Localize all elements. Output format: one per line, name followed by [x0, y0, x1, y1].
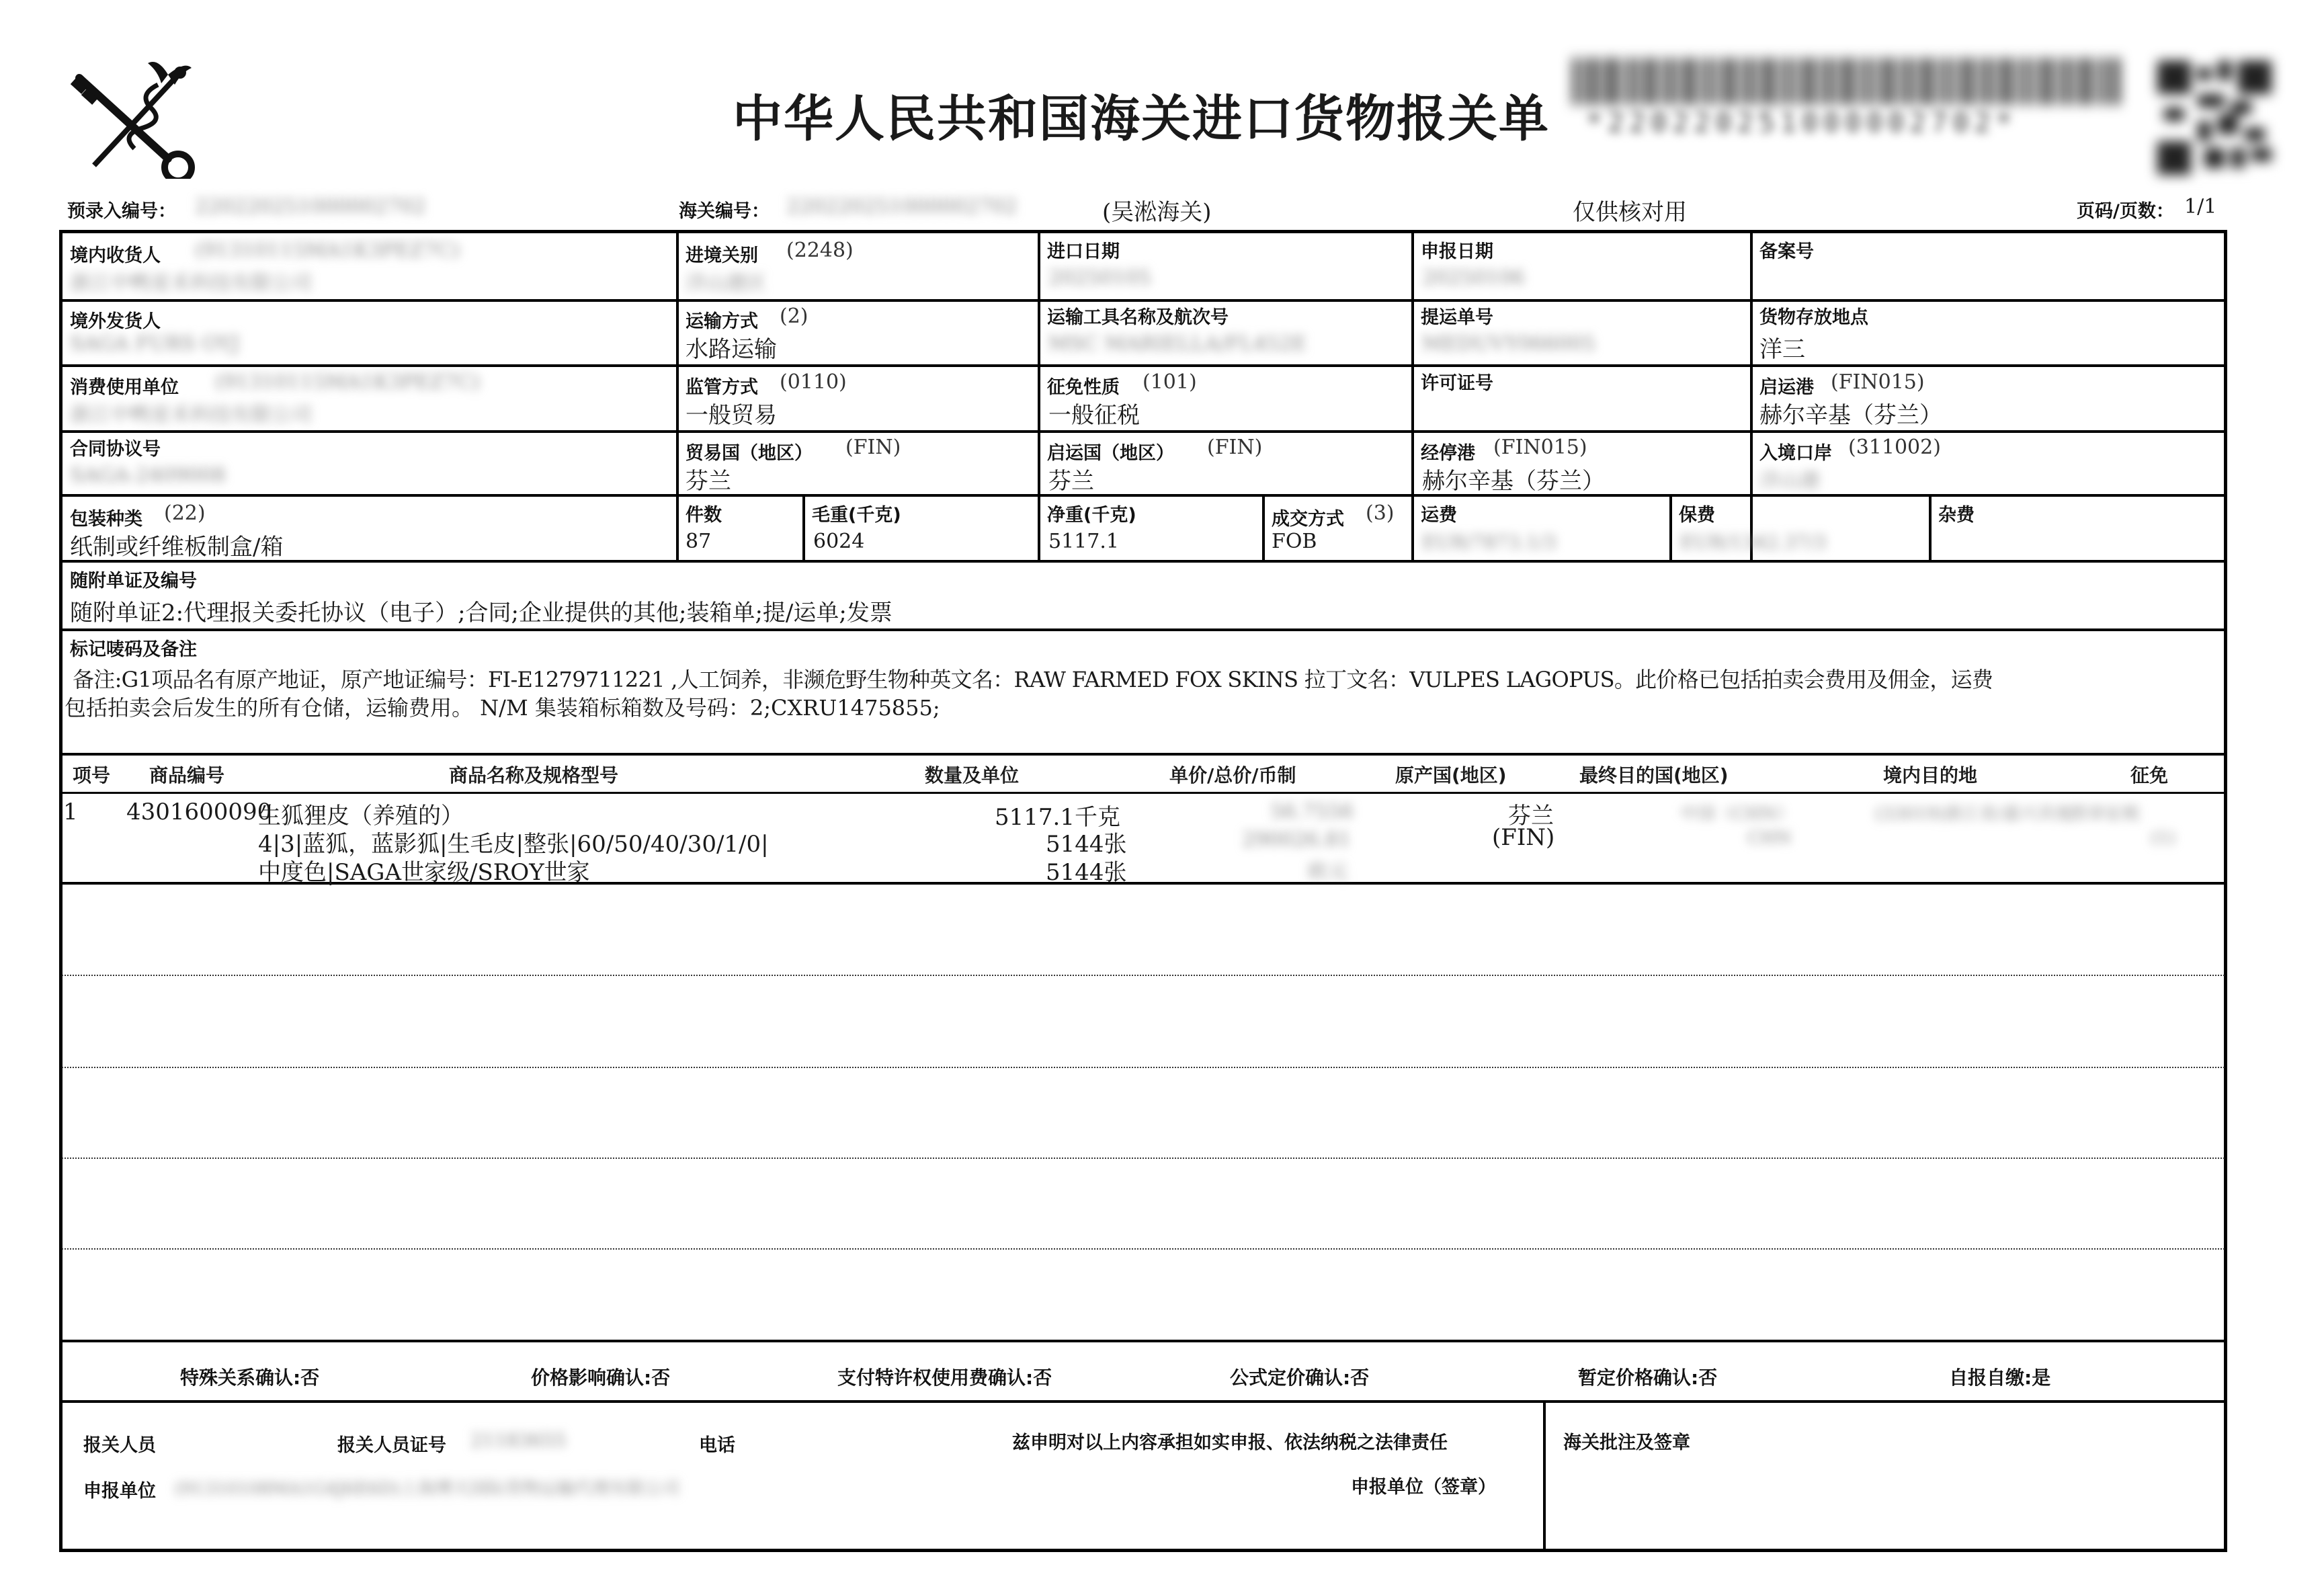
- page-title: 中华人民共和国海关进口货物报关单: [733, 90, 1550, 148]
- record-no-label: 备案号: [1759, 241, 1814, 262]
- customs-office: (吴淞海关): [1102, 199, 1212, 226]
- consumer-code: (91310115MA1K3PEZ7C): [215, 370, 481, 394]
- col-quantity: 数量及单位: [925, 764, 1020, 786]
- table-row-final-dest: 中国（CHN）: [1680, 804, 1794, 824]
- trade-country-label: 贸易国（地区）: [686, 443, 813, 464]
- table-row-levy-code: (1): [2151, 828, 2175, 848]
- entry-port-label: 入境口岸: [1759, 443, 1832, 464]
- insurance-value: EUR/1342.37/3: [1680, 531, 1827, 553]
- license-label: 许可证号: [1421, 373, 1493, 394]
- consumer-label: 消费使用单位: [70, 377, 179, 398]
- remarks-line-1: 备注:G1项品名有原产地证，原产地证编号：FI-E1279711221 ,人工饲养，非濒危野生物种英文名：RAW FARMED FOX SKINS 拉丁文名：VULPES LAGOPUS。此价格已包括拍卖会费用及佣金，运费: [73, 667, 1993, 692]
- col-levy: 征免: [2130, 764, 2169, 786]
- special-relation-confirm: 特殊关系确认:否: [180, 1367, 320, 1389]
- customs-number: 220220251000002702: [786, 195, 1018, 218]
- deal-mode-label: 成交方式: [1272, 509, 1344, 530]
- levy-value: 一般征税: [1048, 402, 1140, 429]
- import-date-label: 进口日期: [1047, 241, 1120, 262]
- package-code: (22): [164, 501, 206, 525]
- depart-port-label: 启运港: [1759, 377, 1814, 398]
- col-hs-code: 商品编号: [149, 764, 225, 786]
- table-row-name-1: 生狐狸皮（养殖的）: [258, 803, 464, 829]
- depart-port-value: 赫尔辛基（芬兰）: [1759, 402, 1942, 429]
- import-date-value: 20250105: [1048, 266, 1151, 290]
- table-row-final-dest-code: CHN: [1747, 828, 1792, 848]
- deal-mode-value: FOB: [1272, 530, 1317, 553]
- table-row-item-no: 1: [63, 799, 78, 825]
- supervision-label: 监管方式: [686, 377, 758, 398]
- table-row-domestic-dest: (33019)浙江省/嘉兴其他: [1875, 804, 2073, 824]
- col-origin: 原产国(地区): [1395, 764, 1507, 786]
- misc-fee-label: 杂费: [1938, 505, 1975, 526]
- page-label: 页码/页数：: [2077, 201, 2174, 222]
- entry-customs-value: 洋山港区: [686, 272, 766, 295]
- contract-value: SAGA-2409008: [70, 464, 226, 487]
- consumer-name: 浙江中鸭星禾科技有限公司: [70, 403, 312, 427]
- bl-value: MEDUVY066005: [1422, 332, 1595, 356]
- declarant-cert-value: 21183655: [470, 1429, 567, 1451]
- depart-country-code: (FIN): [1207, 436, 1263, 459]
- col-goods-name: 商品名称及规格型号: [449, 764, 619, 786]
- pre-entry-label: 预录入编号：: [67, 201, 176, 222]
- remarks-line-2: 包括拍卖会后发生的所有仓储，运输费用。 N/M 集装箱标箱数及号码：2;CXRU1475855;: [65, 695, 940, 721]
- pieces-label: 件数: [686, 505, 722, 526]
- declare-unit-seal-label: 申报单位（签章）: [1351, 1477, 1496, 1498]
- shipper-label: 境外发货人: [70, 311, 161, 332]
- storage-label: 货物存放地点: [1759, 307, 1868, 328]
- table-row-origin: 芬兰: [1508, 803, 1554, 829]
- table-row-hs-code: 4301600090: [126, 799, 272, 825]
- package-label: 包装种类: [70, 509, 142, 530]
- package-value: 纸制或纤维板制盒/箱: [70, 534, 284, 561]
- transport-mode-label: 运输方式: [686, 311, 758, 332]
- gross-weight-label: 毛重(千克): [812, 505, 901, 526]
- col-domestic-dest: 境内目的地: [1883, 764, 1978, 786]
- table-row-name-2: 4|3|蓝狐，蓝影狐|生毛皮|整张|60/50/40/30/1/0|: [258, 831, 769, 858]
- trade-country-value: 芬兰: [686, 468, 731, 495]
- self-pay-confirm: 自报自缴:是: [1949, 1367, 2051, 1389]
- entry-port-code: (311002): [1848, 436, 1941, 459]
- pre-entry-number: 220220251000002702: [195, 195, 426, 218]
- levy-code: (101): [1143, 370, 1197, 394]
- bl-label: 提运单号: [1421, 307, 1493, 328]
- depart-country-label: 启运国（地区）: [1047, 443, 1174, 464]
- table-row-qty-2: 5144张: [1046, 831, 1127, 858]
- gross-weight-value: 6024: [813, 530, 865, 553]
- phone-label: 电话: [699, 1435, 735, 1456]
- net-weight-value: 5117.1: [1048, 530, 1119, 553]
- transit-port-code: (FIN015): [1493, 436, 1587, 459]
- consignee-label: 境内收货人: [70, 245, 161, 266]
- formula-price-confirm: 公式定价确认:否: [1230, 1367, 1370, 1389]
- vessel-value: MSC MARIELLA/FL452E: [1048, 332, 1306, 356]
- barcode-text: *220220251000002702*: [1586, 108, 2018, 138]
- entry-customs-label: 进境关别: [686, 245, 758, 266]
- remarks-label: 标记唛码及备注: [70, 639, 197, 660]
- depart-country-value: 芬兰: [1048, 468, 1094, 495]
- customs-emblem-icon: [67, 58, 195, 179]
- table-row-currency: 欧元: [1308, 860, 1348, 884]
- customs-note-label: 海关批注及签章: [1563, 1432, 1690, 1453]
- contract-label: 合同协议号: [70, 439, 161, 460]
- table-row-unit-price: 56.7556: [1270, 800, 1354, 823]
- levy-label: 征免性质: [1047, 377, 1120, 398]
- royalty-confirm: 支付特许权使用费确认:否: [837, 1367, 1052, 1389]
- storage-value: 洋三: [1759, 336, 1805, 363]
- consignee-name: 浙江中鸭星禾科技有限公司: [70, 272, 312, 295]
- declaration-statement: 兹申明对以上内容承担如实申报、依法纳税之法律责任: [1012, 1432, 1448, 1453]
- freight-label: 运费: [1421, 505, 1457, 526]
- depart-port-code: (FIN015): [1831, 370, 1925, 394]
- declarant-cert-label: 报关人员证号: [337, 1435, 446, 1456]
- price-influence-confirm: 价格影响确认:否: [531, 1367, 671, 1389]
- table-row-name-3: 中度色|SAGA世家级/SROY世家: [258, 859, 590, 886]
- table-row-origin-code: (FIN): [1492, 824, 1555, 851]
- declare-date-label: 申报日期: [1421, 241, 1493, 262]
- pieces-value: 87: [686, 530, 712, 553]
- transport-mode-code: (2): [780, 305, 808, 328]
- entry-customs-code: (2248): [786, 239, 854, 262]
- table-row-levy-mode: 照章征税: [2070, 804, 2141, 824]
- transit-port-label: 经停港: [1421, 443, 1475, 464]
- documents-label: 随附单证及编号: [70, 571, 197, 592]
- provisional-price-confirm: 暂定价格确认:否: [1578, 1367, 1718, 1389]
- declare-date-value: 20250106: [1422, 266, 1525, 290]
- deal-mode-code: (3): [1366, 501, 1395, 525]
- col-final-dest: 最终目的国(地区): [1579, 764, 1729, 786]
- table-row-total-price: 290026.81: [1242, 828, 1352, 852]
- page-number: 1/1: [2184, 195, 2217, 218]
- documents-value: 随附单证2:代理报关委托协议（电子）;合同;企业提供的其他;装箱单;提/运单;发票: [70, 600, 893, 626]
- trade-country-code: (FIN): [845, 436, 901, 459]
- transit-port-value: 赫尔辛基（芬兰）: [1422, 468, 1605, 495]
- declare-unit-value: (91310108MA1G4J6E6D)上海博天国际货物运输代理有限公司: [175, 1479, 680, 1499]
- declarant-label: 报关人员: [83, 1435, 156, 1456]
- supervision-code: (0110): [780, 370, 847, 394]
- consignee-code: (91310115MA1K3PEZ7C): [195, 239, 460, 262]
- insurance-label: 保费: [1679, 505, 1715, 526]
- col-price: 单价/总价/币制: [1169, 764, 1296, 786]
- verify-only-note: 仅供核对用: [1573, 199, 1687, 226]
- transport-mode-value: 水路运输: [686, 336, 777, 363]
- freight-value: EUR/7873.1/3: [1422, 531, 1557, 553]
- customs-no-label: 海关编号：: [679, 201, 770, 222]
- table-row-qty-1: 5117.1千克: [995, 804, 1120, 831]
- entry-port-value: 洋山港: [1759, 469, 1820, 493]
- supervision-value: 一般贸易: [686, 402, 777, 429]
- table-row-qty-3: 5144张: [1046, 859, 1127, 886]
- col-item-no: 项号: [73, 764, 111, 786]
- shipper-value: SAGA FURS OYJ: [70, 332, 240, 356]
- vessel-label: 运输工具名称及航次号: [1047, 307, 1229, 328]
- declare-unit-label: 申报单位: [83, 1481, 156, 1502]
- qr-code-icon: [2157, 60, 2272, 175]
- net-weight-label: 净重(千克): [1047, 505, 1136, 526]
